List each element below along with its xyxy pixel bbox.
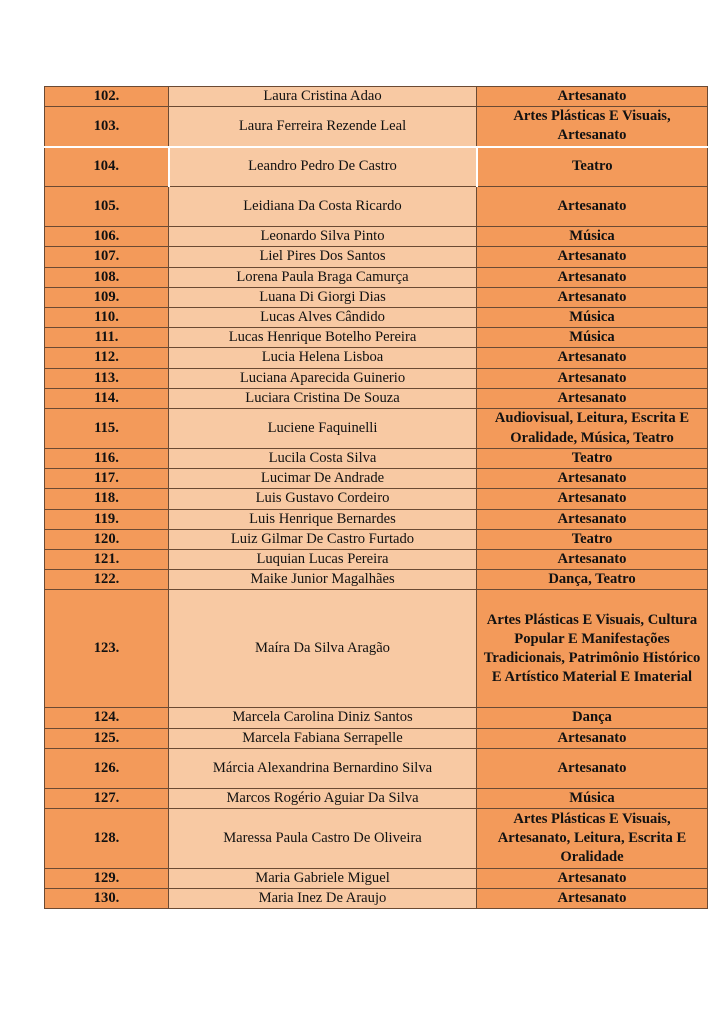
table-row <box>45 348 708 368</box>
table-row <box>45 187 708 227</box>
category-cell: Artesanato <box>477 187 708 227</box>
table-row <box>45 509 708 529</box>
category-cell: Música <box>477 227 708 247</box>
name-cell: Lorena Paula Braga Camurça <box>169 267 477 287</box>
table-row <box>45 409 708 449</box>
table-row <box>45 449 708 469</box>
table-row <box>45 570 708 590</box>
category-cell: Artesanato <box>477 469 708 489</box>
row-number-cell: 113. <box>45 368 169 388</box>
table-row <box>45 368 708 388</box>
row-number-cell: 124. <box>45 708 169 728</box>
table-row <box>45 529 708 549</box>
row-number-cell: 120. <box>45 529 169 549</box>
category-cell: Artesanato <box>477 550 708 570</box>
table-row <box>45 308 708 328</box>
category-cell: Artesanato <box>477 728 708 748</box>
category-cell: Artesanato <box>477 368 708 388</box>
category-cell: Dança, Teatro <box>477 570 708 590</box>
name-cell: Leonardo Silva Pinto <box>169 227 477 247</box>
row-number-cell: 106. <box>45 227 169 247</box>
row-number-cell: 108. <box>45 267 169 287</box>
name-cell: Maria Gabriele Miguel <box>169 869 477 889</box>
row-number-cell: 119. <box>45 509 169 529</box>
table-row <box>45 147 708 187</box>
table-row <box>45 267 708 287</box>
category-cell: Artesanato <box>477 489 708 509</box>
table-row <box>45 550 708 570</box>
row-number-cell: 123. <box>45 590 169 708</box>
category-cell: Artesanato <box>477 287 708 307</box>
row-number-cell: 127. <box>45 788 169 808</box>
row-number-cell: 105. <box>45 187 169 227</box>
category-cell: Artesanato <box>477 348 708 368</box>
table-row <box>45 227 708 247</box>
row-number-cell: 111. <box>45 328 169 348</box>
category-cell: Teatro <box>477 449 708 469</box>
table-row <box>45 708 708 728</box>
row-number-cell: 104. <box>45 147 169 187</box>
name-cell: Marcos Rogério Aguiar Da Silva <box>169 788 477 808</box>
row-number-cell: 112. <box>45 348 169 368</box>
name-cell: Marcela Fabiana Serrapelle <box>169 728 477 748</box>
row-number-cell: 118. <box>45 489 169 509</box>
table-row <box>45 809 708 869</box>
name-cell: Luciana Aparecida Guinerio <box>169 368 477 388</box>
category-cell: Artesanato <box>477 247 708 267</box>
row-number-cell: 109. <box>45 287 169 307</box>
row-number-cell: 115. <box>45 409 169 449</box>
category-cell: Artesanato <box>477 509 708 529</box>
category-cell: Artes Plásticas E Visuais, Cultura Popular E Manifestações Tradicionais, Patrimônio Histórico E Artístico Material E Imaterial <box>477 590 708 708</box>
row-number-cell: 128. <box>45 809 169 869</box>
name-cell: Luana Di Giorgi Dias <box>169 287 477 307</box>
table-row <box>45 107 708 147</box>
row-number-cell: 117. <box>45 469 169 489</box>
category-cell: Teatro <box>477 529 708 549</box>
row-number-cell: 116. <box>45 449 169 469</box>
name-cell: Luis Gustavo Cordeiro <box>169 489 477 509</box>
row-number-cell: 121. <box>45 550 169 570</box>
row-number-cell: 125. <box>45 728 169 748</box>
name-cell: Maíra Da Silva Aragão <box>169 590 477 708</box>
name-cell: Luquian Lucas Pereira <box>169 550 477 570</box>
name-cell: Maressa Paula Castro De Oliveira <box>169 809 477 869</box>
row-number-cell: 102. <box>45 87 169 107</box>
row-number-cell: 129. <box>45 869 169 889</box>
category-cell: Música <box>477 328 708 348</box>
name-cell: Luiz Gilmar De Castro Furtado <box>169 529 477 549</box>
name-cell: Márcia Alexandrina Bernardino Silva <box>169 748 477 788</box>
category-cell: Artes Plásticas E Visuais, Artesanato, Leitura, Escrita E Oralidade <box>477 809 708 869</box>
row-number-cell: 114. <box>45 388 169 408</box>
category-cell: Artesanato <box>477 748 708 788</box>
table-row <box>45 469 708 489</box>
table-row <box>45 287 708 307</box>
category-cell: Artesanato <box>477 388 708 408</box>
row-number-cell: 103. <box>45 107 169 147</box>
table-body <box>45 87 708 909</box>
name-cell: Lucia Helena Lisboa <box>169 348 477 368</box>
table-row <box>45 788 708 808</box>
registrants-table <box>44 86 708 909</box>
name-cell: Liel Pires Dos Santos <box>169 247 477 267</box>
name-cell: Lucas Henrique Botelho Pereira <box>169 328 477 348</box>
category-cell: Música <box>477 308 708 328</box>
name-cell: Luciene Faquinelli <box>169 409 477 449</box>
category-cell: Artesanato <box>477 267 708 287</box>
category-cell: Artes Plásticas E Visuais, Artesanato <box>477 107 708 147</box>
table-row <box>45 328 708 348</box>
table-row <box>45 388 708 408</box>
name-cell: Leandro Pedro De Castro <box>169 147 477 187</box>
category-cell: Teatro <box>477 147 708 187</box>
table-row <box>45 869 708 889</box>
category-cell: Música <box>477 788 708 808</box>
name-cell: Leidiana Da Costa Ricardo <box>169 187 477 227</box>
row-number-cell: 126. <box>45 748 169 788</box>
category-cell: Artesanato <box>477 869 708 889</box>
name-cell: Luciara Cristina De Souza <box>169 388 477 408</box>
category-cell: Artesanato <box>477 889 708 909</box>
category-cell: Dança <box>477 708 708 728</box>
name-cell: Laura Cristina Adao <box>169 87 477 107</box>
table-row <box>45 247 708 267</box>
name-cell: Laura Ferreira Rezende Leal <box>169 107 477 147</box>
name-cell: Lucimar De Andrade <box>169 469 477 489</box>
row-number-cell: 110. <box>45 308 169 328</box>
table-row <box>45 748 708 788</box>
row-number-cell: 107. <box>45 247 169 267</box>
category-cell: Artesanato <box>477 87 708 107</box>
name-cell: Luis Henrique Bernardes <box>169 509 477 529</box>
row-number-cell: 130. <box>45 889 169 909</box>
name-cell: Lucas Alves Cândido <box>169 308 477 328</box>
name-cell: Lucila Costa Silva <box>169 449 477 469</box>
name-cell: Maike Junior Magalhães <box>169 570 477 590</box>
row-number-cell: 122. <box>45 570 169 590</box>
name-cell: Marcela Carolina Diniz Santos <box>169 708 477 728</box>
table-row <box>45 889 708 909</box>
category-cell: Audiovisual, Leitura, Escrita E Oralidade, Música, Teatro <box>477 409 708 449</box>
table-row <box>45 590 708 708</box>
name-cell: Maria Inez De Araujo <box>169 889 477 909</box>
table-row <box>45 87 708 107</box>
table-row <box>45 489 708 509</box>
table-row <box>45 728 708 748</box>
